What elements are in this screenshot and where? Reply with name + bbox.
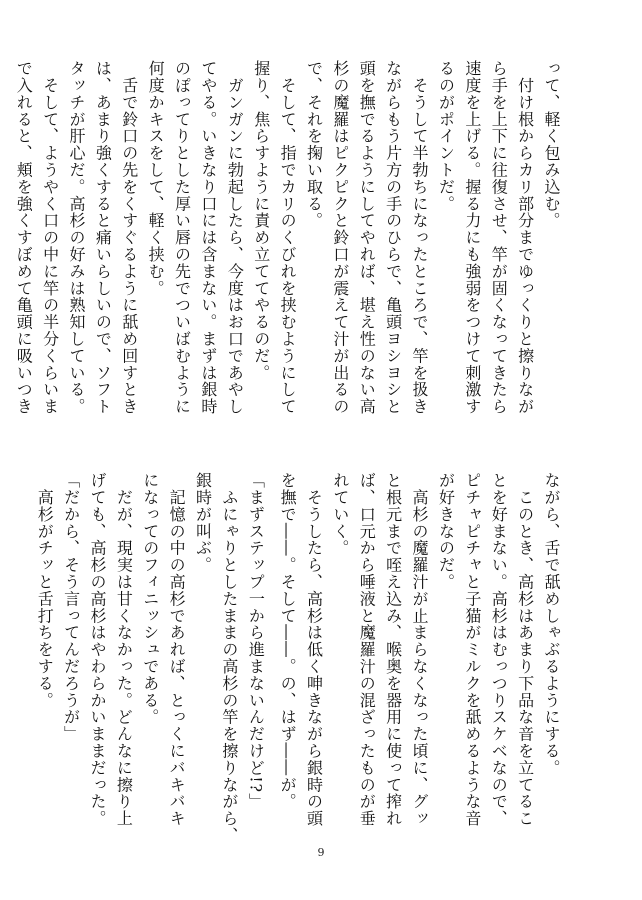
text-line: 「まずステップ一から進まないんだけど!?」 xyxy=(246,472,266,810)
text-line: ながらもう片方の手のひらで、亀頭ヨシヨシと xyxy=(383,60,403,415)
text-line: を撫で――。そして――。の、はず――が。 xyxy=(278,472,298,810)
text-line: 頭を撫でるようにしてやれば、堪え性のない高 xyxy=(357,60,377,415)
text-line: で、それを掬い取る。 xyxy=(304,60,324,229)
text-line: 何度かキスをして、軽く挟む。 xyxy=(146,60,166,297)
text-line: てやる。いきなり口には含まない。まずは銀時 xyxy=(198,60,218,415)
text-line: とを好まない。高杉はむっつりスケベなので、 xyxy=(489,472,509,827)
text-line: げても、高杉の高杉はやわらかいままだった。 xyxy=(87,472,107,827)
text-line: ガンガンに勃起したら、今度はお口であやし xyxy=(225,60,245,415)
text-line: ば、口元から唾液と魔羅汁の混ざったものが垂 xyxy=(357,472,377,827)
text-line: ふにゃりとしたままの高杉の竿を擦りながら、 xyxy=(219,472,239,844)
text-line: そして、ようやく口の中に竿の半分くらいま xyxy=(40,60,60,415)
text-line: るのがポイントだ。 xyxy=(436,60,456,213)
text-line: になってのフィニッシュである。 xyxy=(140,472,160,726)
text-line: って、軽く包み込む。 xyxy=(542,60,561,229)
text-line: そうして半勃ちになったところで、竿を扱き xyxy=(410,60,430,415)
text-line: 高杉の魔羅汁が止まらなくなった頃に、グッ xyxy=(410,472,430,827)
text-block-bottom xyxy=(35,472,562,852)
text-line: 銀時が叫ぶ。 xyxy=(193,472,213,574)
text-line: 握り、焦らすように責め立ててやるのだ。 xyxy=(251,60,271,382)
text-line: ら手を上下に往復させ、竿が固くなってきたら xyxy=(489,60,509,415)
text-line: そうしたら、高杉は低く呻きながら銀時の頭 xyxy=(304,472,324,827)
text-line: 速度を上げる。握る力にも強弱をつけて刺激す xyxy=(462,60,482,415)
text-line: 舌で鈴口の先をくすぐるように舐め回すとき xyxy=(119,60,139,415)
page-number: 9 xyxy=(317,846,325,859)
text-line: れていく。 xyxy=(330,472,350,557)
text-line: 付け根からカリ部分までゆっくりと擦りなが xyxy=(515,60,535,415)
text-line: で入れると、頬を強くすぼめて亀頭に吸いつき xyxy=(14,60,34,415)
text-line: のぽってりとした厚い唇の先でついばむように xyxy=(172,60,192,415)
text-line: ながら、舌で舐めしゃぶるようにする。 xyxy=(542,472,561,777)
text-line: 記憶の中の高杉であれば、とっくにバキバキ xyxy=(167,472,187,827)
text-line: このとき、高杉はあまり下品な音を立てるこ xyxy=(515,472,535,827)
text-line: 杉の魔羅はピクピクと鈴口が震えて汁が出るの xyxy=(330,60,350,415)
text-line: 高杉がチッと舌打ちをする。 xyxy=(35,472,55,709)
text-block-top xyxy=(14,60,562,440)
text-line: 「だから、そう言ってんだろうが」 xyxy=(61,472,81,743)
text-line: ピチャピチャと子猫がミルクを舐めるような音 xyxy=(462,472,482,827)
text-line: は、あまり強くすると痛いらしいので、ソフト xyxy=(93,60,113,415)
text-line: と根元まで咥え込み、喉奥を器用に使って搾れ xyxy=(383,472,403,827)
text-line: が好きなのだ。 xyxy=(436,472,456,591)
text-line: タッチが肝心だ。高杉の好みは熟知している。 xyxy=(66,60,86,415)
text-line: そして、指でカリのくびれを挟むようにして xyxy=(278,60,298,415)
text-line: だが、現実は甘くなかった。どんなに擦り上 xyxy=(114,472,134,827)
